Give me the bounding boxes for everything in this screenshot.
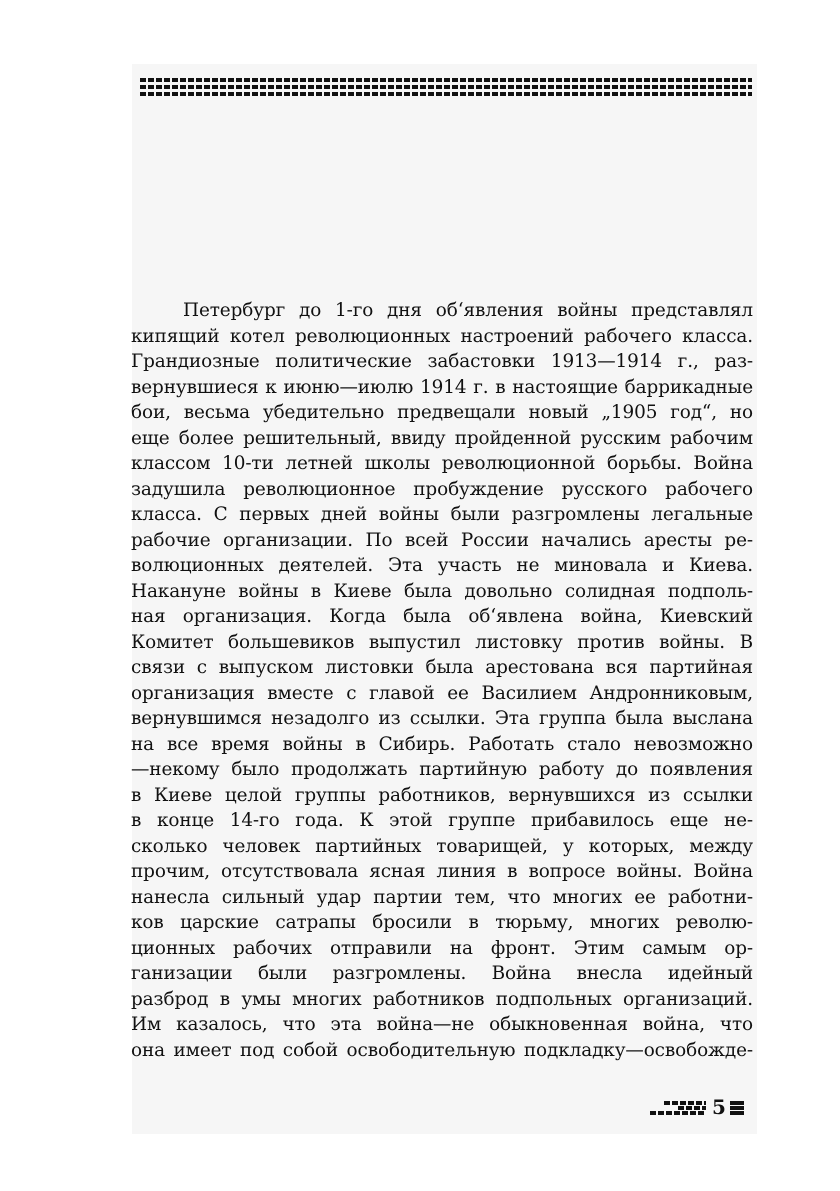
text-line: Грандиозные политические забастовки 1913—1914 г., раз- [131, 351, 753, 372]
text-line: прочим, отсутствовала ясная линия в вопросе войны. Война [131, 861, 753, 882]
text-line: Петербург до 1-го дня об‘явления войны представлял [183, 300, 753, 321]
text-line: волюционных деятелей. Эта участь не миновала и Киева. [131, 555, 753, 576]
top-ornament-rule [140, 78, 752, 96]
text-line: бои, весьма убедительно предвещали новый „1905 год“, но [131, 402, 753, 423]
text-line: сколько человек партийных товарищей, у которых, между [131, 835, 753, 857]
text-line: нанесла сильный удар партии тем, что многих ее работни- [131, 886, 753, 908]
text-line: она имеет под собой освободительную подкладку—освобожде- [131, 1039, 753, 1061]
text-line: ная организация. Когда была об‘явлена война, Киевский [131, 606, 753, 627]
footer-ornament [650, 1101, 706, 1115]
text-line: классом 10-ти летней школы революционной борьбы. Война [131, 453, 753, 474]
text-line: вернувшиеся к июню—июлю 1914 г. в настоящие баррикадные [131, 376, 753, 398]
text-line: вернувшимся незадолго из ссылки. Эта группа была выслана [131, 708, 753, 729]
text-line: в конце 14-го года. К этой группе прибавилось еще не- [131, 810, 753, 831]
page-footer [650, 1095, 752, 1121]
page-number: 5 [712, 1095, 726, 1119]
text-line: кипящий котел революционных настроений рабочего класса. [131, 325, 753, 347]
body-text [131, 298, 753, 1063]
text-line: на все время войны в Сибирь. Работать стало невозможно [131, 733, 753, 755]
text-line: Им казалось, что эта война—не обыкновенная война, что [131, 1014, 753, 1035]
text-line: ционных рабочих отправили на фронт. Этим самым ор- [131, 937, 753, 959]
text-line: разброд в умы многих работников подпольных организаций. [131, 988, 753, 1010]
footer-mark-icon [730, 1101, 744, 1115]
text-line: класса. С первых дней войны были разгромлены легальные [131, 504, 753, 525]
text-line: ков царские сатрапы бросили в тюрьму, многих револю- [131, 912, 753, 933]
text-line: Накануне войны в Киеве была довольно солидная подполь- [131, 580, 753, 602]
text-line: организация вместе с главой ее Василием Андронниковым, [131, 682, 753, 704]
text-line: рабочие организации. По всей России начались аресты ре- [131, 529, 753, 551]
text-line: связи с выпуском листовки была арестована вся партийная [131, 657, 753, 678]
text-line: Комитет большевиков выпустил листовку против войны. В [131, 631, 753, 653]
text-line: в Киеве целой группы работников, вернувшихся из ссылки [131, 784, 753, 806]
text-line: еще более решительный, ввиду пройденной русским рабочим [131, 427, 753, 449]
text-line: ганизации были разгромлены. Война внесла идейный [131, 963, 753, 984]
text-line: —некому было продолжать партийную работу до появления [131, 759, 753, 780]
text-line: задушила революционное пробуждение русского рабочего [131, 478, 753, 500]
